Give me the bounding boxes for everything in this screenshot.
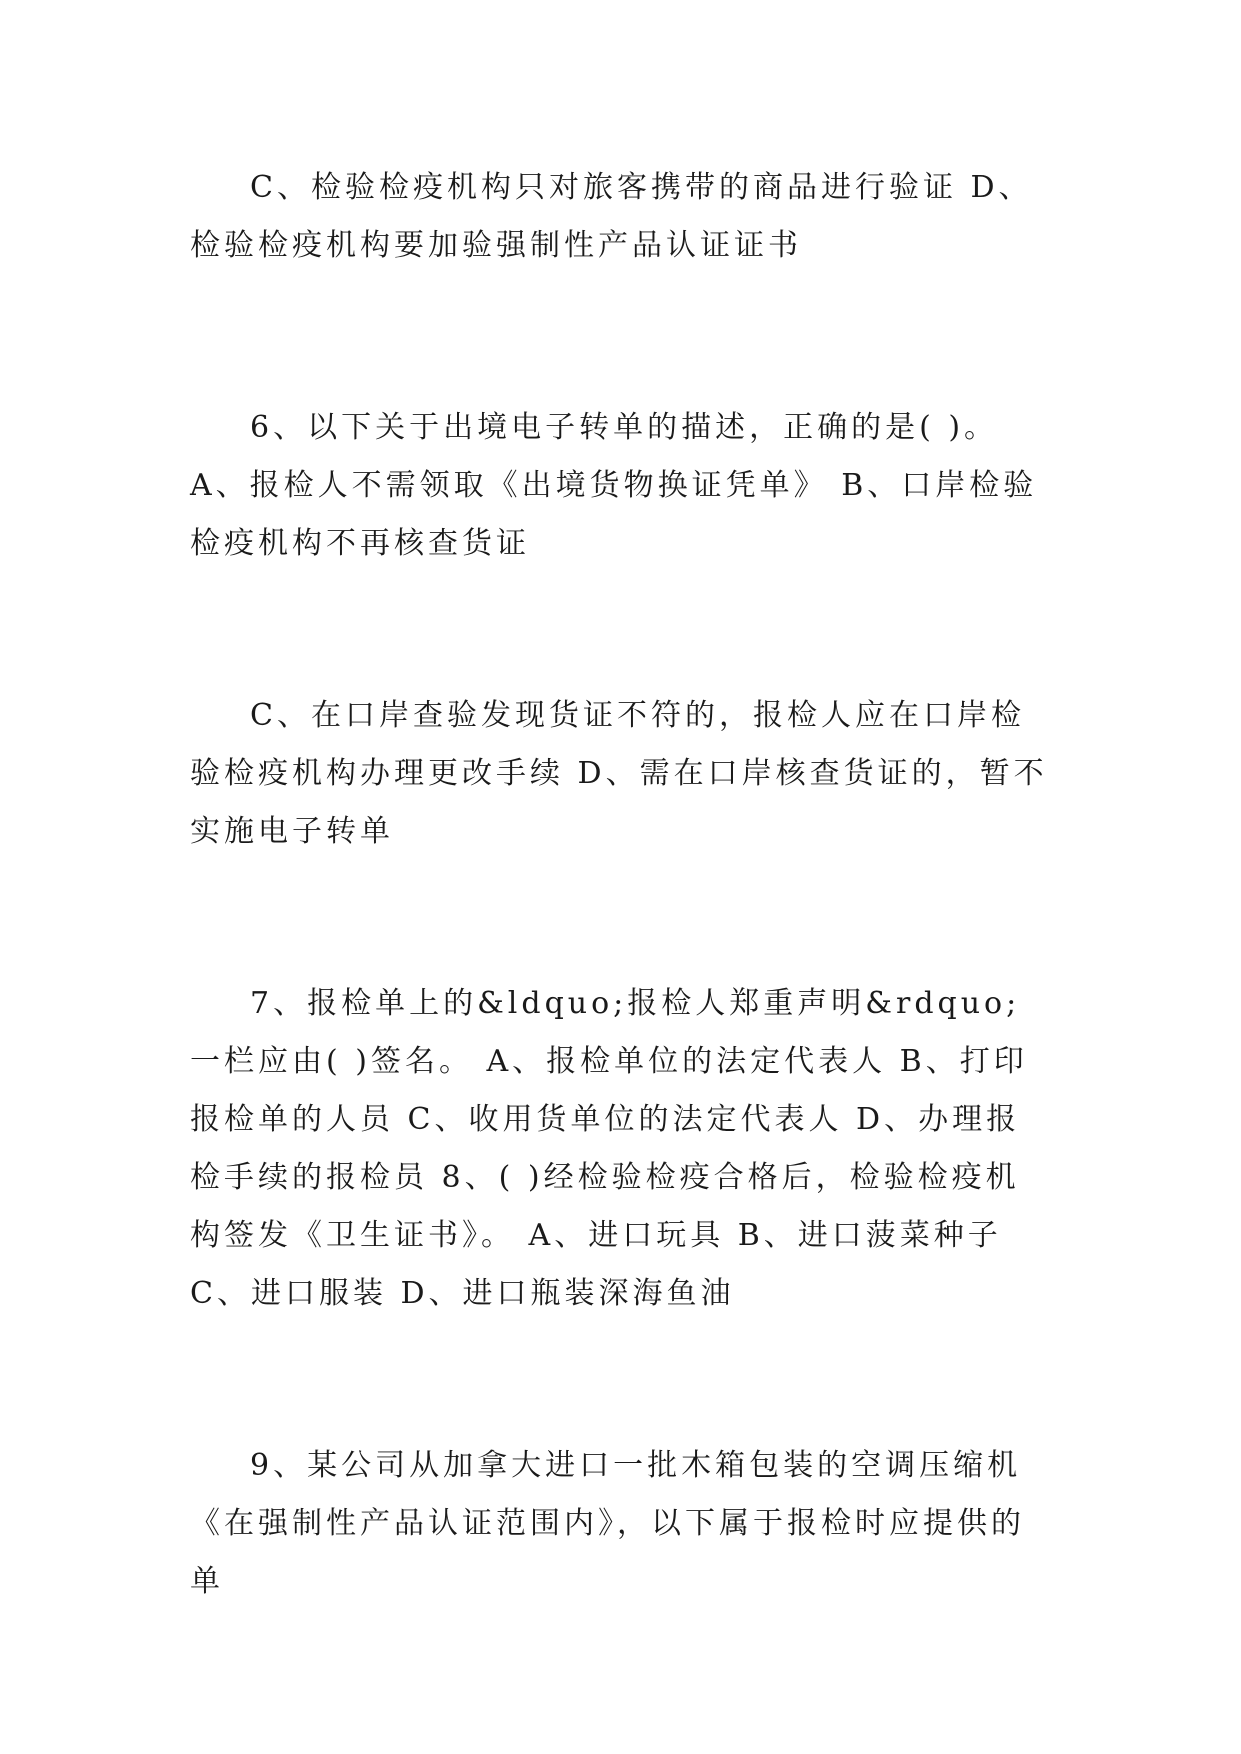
paragraph-questions-7-8: 7、报检单上的&ldquo;报检人郑重声明&rdquo;一栏应由( )签名。 A、报检单位的法定代表人 B、打印报检单的人员 C、收用货单位的法定代表人 D、办理报检手续的报检员 8、( )经检验检疫合格后，检验检疫机构签发《卫生证书》。 A、进口玩具 B、进口菠菜种子 C、进口服装 D、进口瓶装深海鱼油 [190, 986, 1028, 1311]
paragraph-question-9: 9、某公司从加拿大进口一批木箱包装的空调压缩机《在强制性产品认证范围内》，以下属于报检时应提供的单 [190, 1448, 1025, 1599]
paragraph-question-6-options: C、在口岸查验发现货证不符的，报检人应在口岸检验检疫机构办理更改手续 D、需在口岸核查货证的，暂不实施电子转单 [190, 698, 1048, 849]
paragraph-question-5-options: C、检验检疫机构只对旅客携带的商品进行验证 D、检验检疫机构要加验强制性产品认证证书 [190, 170, 1033, 263]
paragraph-question-6: 6、以下关于出境电子转单的描述，正确的是( )。 A、报检人不需领取《出境货物换证凭单》 B、口岸检验检疫机构不再核查货证 [190, 410, 1038, 561]
